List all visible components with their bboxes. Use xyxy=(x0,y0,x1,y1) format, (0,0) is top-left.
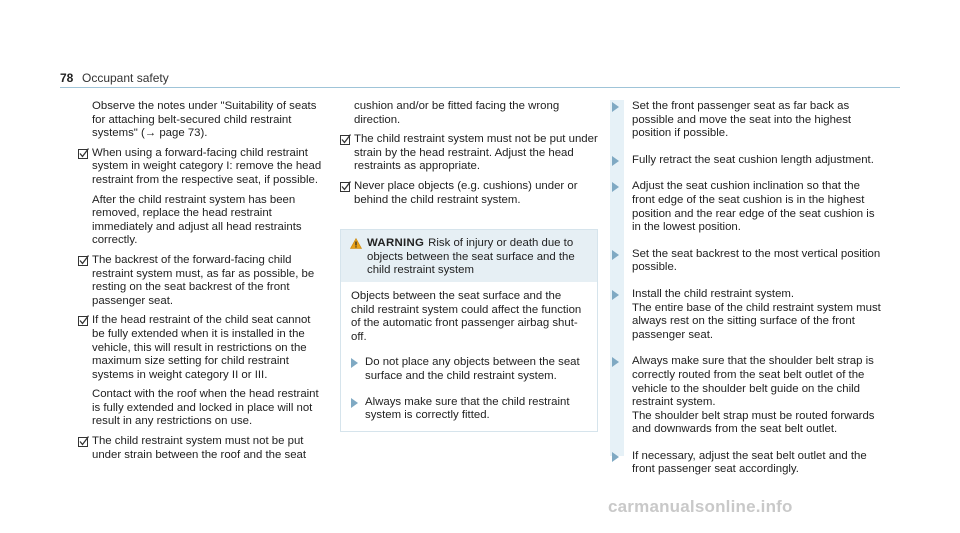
header-divider xyxy=(60,87,900,88)
arrow-bullet-icon xyxy=(612,290,619,300)
column-middle xyxy=(340,100,598,432)
watermark: carmanualsonline.info xyxy=(608,497,793,516)
arrow-bullet-icon xyxy=(612,182,619,192)
warning-triangle-icon xyxy=(350,238,362,249)
page-header xyxy=(60,70,900,88)
warning-instruction xyxy=(351,356,587,383)
step-text: Adjust the seat cushion inclination so that the front edge of the seat cushion is in the highest position and the rear edge of the seat cushion is in the lowest position. xyxy=(632,180,875,234)
intro-text: Observe the notes under "Suitability of seats for attaching belt-secured child restraint systems" (→ page 73). xyxy=(92,100,317,140)
check-item xyxy=(78,435,326,462)
arrow-bullet-icon xyxy=(612,156,619,166)
arrow-bullet-icon xyxy=(612,452,619,462)
checkmark-icon xyxy=(78,315,89,326)
warning-text: Objects between the seat surface and the child restraint system could affect the function of the automatic front passenger airbag shut-off. xyxy=(351,289,582,343)
checkmark-icon xyxy=(340,181,351,192)
warning-header xyxy=(341,230,597,282)
column-right xyxy=(610,100,885,490)
check-item xyxy=(78,254,326,308)
step-item xyxy=(610,288,885,342)
check-text: When using a forward-facing child restraint system in weight category I: remove the head restraint from the respective seat, if possible. xyxy=(92,146,322,186)
step-item xyxy=(610,450,885,477)
warning-box xyxy=(340,229,598,432)
warning-instruction xyxy=(351,396,587,423)
page-number: 78 xyxy=(60,71,74,85)
step-text: Fully retract the seat cushion length adjustment. xyxy=(632,153,874,166)
check-item xyxy=(340,133,598,174)
step-item xyxy=(610,248,885,275)
warning-signal-word: WARNING xyxy=(367,237,425,250)
arrow-bullet-icon xyxy=(351,358,358,368)
section-title: Occupant safety xyxy=(82,71,169,85)
step-item xyxy=(610,355,885,437)
step-text: Set the front passenger seat as far back as possible and move the seat into the highest position if possible. xyxy=(632,100,852,140)
arrow-bullet-icon xyxy=(351,398,358,408)
check-item xyxy=(78,147,326,188)
step-text: Set the seat backrest to the most vertical position possible. xyxy=(632,247,881,274)
checkmark-icon xyxy=(340,134,351,145)
instruction-text: Always make sure that the child restraint system is correctly fitted. xyxy=(365,395,570,422)
step-text: Always make sure that the shoulder belt strap is correctly routed from the seat belt outlet of the vehicle to the shoulder belt guide on the child restraint system. The shoulder belt strap must be routed forwards and downwards from the seat belt outlet. xyxy=(632,355,875,436)
step-item xyxy=(610,180,885,234)
step-item xyxy=(610,154,885,168)
check-text: The child restraint system must not be put under strain by the head restraint. Adjust the head restraints as appropriate. xyxy=(354,133,598,173)
arrow-bullet-icon xyxy=(612,102,619,112)
checkmark-icon xyxy=(78,436,89,447)
warning-heading: Risk of injury or death due to objects between the seat surface and the child restraint system xyxy=(367,237,575,277)
arrow-bullet-icon xyxy=(612,357,619,367)
checkmark-icon xyxy=(78,148,89,159)
step-text: If necessary, adjust the seat belt outlet and the front passenger seat accordingly. xyxy=(632,449,867,476)
check-text: If the head restraint of the child seat cannot be fully extended when it is installed in the vehicle, this will result in restrictions on the maximum size setting for child restraint systems in weight category II or III. xyxy=(92,314,311,381)
warning-body xyxy=(341,282,597,431)
step-item xyxy=(610,100,885,141)
step-text: Install the child restraint system. The entire base of the child restraint system must always rest on the sitting surface of the front passenger seat. xyxy=(632,287,881,341)
check-note: After the child restraint system has been removed, replace the head restraint immediately and adjust all head restraints correctly. xyxy=(92,193,302,247)
check-item xyxy=(340,180,598,207)
continuation-text: cushion and/or be fitted facing the wrong direction. xyxy=(354,100,560,126)
check-item xyxy=(78,314,326,382)
check-text: The backrest of the forward-facing child restraint system must, as far as possible, be resting on the seat backrest of the front passenger seat. xyxy=(92,253,315,307)
checkmark-icon xyxy=(78,255,89,266)
check-note: Contact with the roof when the head restraint is fully extended and locked in place will not result in any restrictions on use. xyxy=(92,388,319,428)
arrow-bullet-icon xyxy=(612,250,619,260)
check-text: Never place objects (e.g. cushions) under or behind the child restraint system. xyxy=(354,179,578,206)
check-text: The child restraint system must not be put under strain between the roof and the seat xyxy=(92,435,307,461)
column-left xyxy=(78,100,326,468)
instruction-text: Do not place any objects between the seat surface and the child restraint system. xyxy=(365,356,580,382)
